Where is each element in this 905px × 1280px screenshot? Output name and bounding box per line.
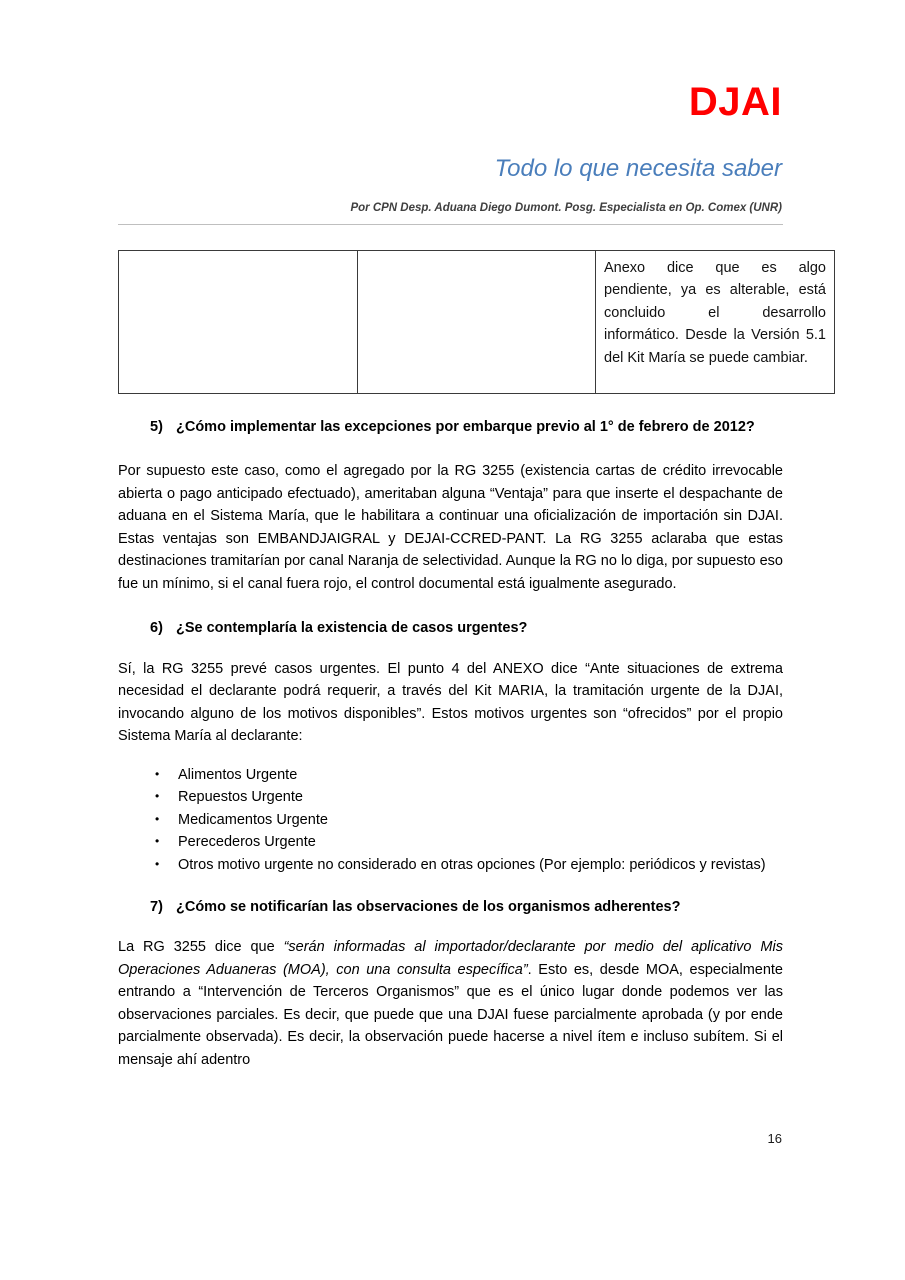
section-number-7: 7) (150, 898, 163, 915)
section-title-5: ¿Cómo implementar las excepciones por embarque previo al 1° de febrero de 2012? (176, 419, 755, 435)
section-number-6: 6) (150, 620, 163, 637)
list-item: • Perecederos Urgente (118, 831, 783, 853)
table-cell-col1 (119, 251, 358, 394)
section-number-5: 5) (150, 419, 163, 435)
header-divider (118, 224, 783, 225)
list-item: • Repuestos Urgente (118, 786, 783, 808)
spacer (118, 748, 783, 764)
page-number: 16 (767, 1131, 782, 1146)
spacer (118, 595, 783, 617)
spacer (118, 438, 783, 460)
section-heading-7 (118, 896, 783, 918)
table-cell-col2 (358, 251, 596, 394)
section-title-7: ¿Cómo se notificarían las observaciones de los organismos adherentes? (176, 898, 681, 915)
document-body (118, 250, 826, 1071)
table-cell-col3: Anexo dice que es algo pendiente, ya es alterable, está concluido el desarrollo informático. Desde la Versión 5.1 del Kit María se puede cambiar. (596, 251, 835, 394)
table-row (119, 251, 835, 394)
brand-title: DJAI (688, 80, 782, 124)
section-paragraph-6: Sí, la RG 3255 prevé casos urgentes. El punto 4 del ANEXO dice “Ante situaciones de extrema necesidad el declarante podrá requerir, a través del Kit MARIA, la tramitación urgente de la DJAI, invocando alguno de los motivos disponibles”. Estos motivos urgentes son “ofrecidos” por el propio Sistema María al declarante: (118, 660, 783, 745)
section-paragraph-7 (118, 936, 783, 1071)
spacer (118, 394, 783, 416)
urgent-reasons-list (118, 764, 783, 876)
section-heading-6 (118, 617, 783, 639)
info-table (118, 250, 835, 394)
section-title-6: ¿Se contemplaría la existencia de casos urgentes? (176, 620, 528, 637)
list-item: • Alimentos Urgente (118, 764, 783, 786)
section-paragraph-5: Por supuesto este caso, como el agregado por la RG 3255 (existencia cartas de crédito irrevocable abierta o pago anticipado efectuado), ameritaban alguna “Ventaja” para que inserte el despachante de aduana en el Sistema María, que le habilitara a continuar una oficialización de importación sin DJAI. Estas ventajas son EMBANDJAIGRAL y DEJAI-CCRED-PANT. La RG 3255 aclaraba que estas destinaciones tramitarían por canal Naranja de selectividad. Aunque la RG no lo diga, por supuesto eso fue un mínimo, si el canal fuera rojo, el control documental está igualmente asegurado. (118, 463, 783, 592)
brand-subtitle: Todo lo que necesita saber (494, 155, 782, 182)
list-item: • Otros motivo urgente no considerado en otras opciones (Por ejemplo: periódicos y revistas) (118, 854, 783, 876)
spacer (118, 876, 783, 896)
brand-byline: Por CPN Desp. Aduana Diego Dumont. Posg. Especialista en Op. Comex (UNR) (350, 202, 782, 214)
paragraph-tail: . Esto es, desde MOA, especialmente entrando a “Intervención de Terceros Organismos” que es el único lugar donde podemos ver las observaciones parciales. Es decir, que puede que una DJAI fuese parcialmente aprobada (y por ende parcialmente observada). Es decir, la observación puede hacerse a nivel ítem e incluso subítem. Si el mensaje ahí adentro (118, 961, 783, 1068)
spacer (118, 918, 783, 936)
section-heading-5 (118, 416, 783, 438)
list-item: • Medicamentos Urgente (118, 809, 783, 831)
spacer (118, 640, 783, 658)
paragraph-lead: La RG 3255 dice que (118, 939, 284, 956)
paragraph-quote: “serán informadas al importador/declarante por medio del aplicativo Mis Operaciones Aduaneras (MOA), con una consulta específica” (118, 939, 783, 978)
